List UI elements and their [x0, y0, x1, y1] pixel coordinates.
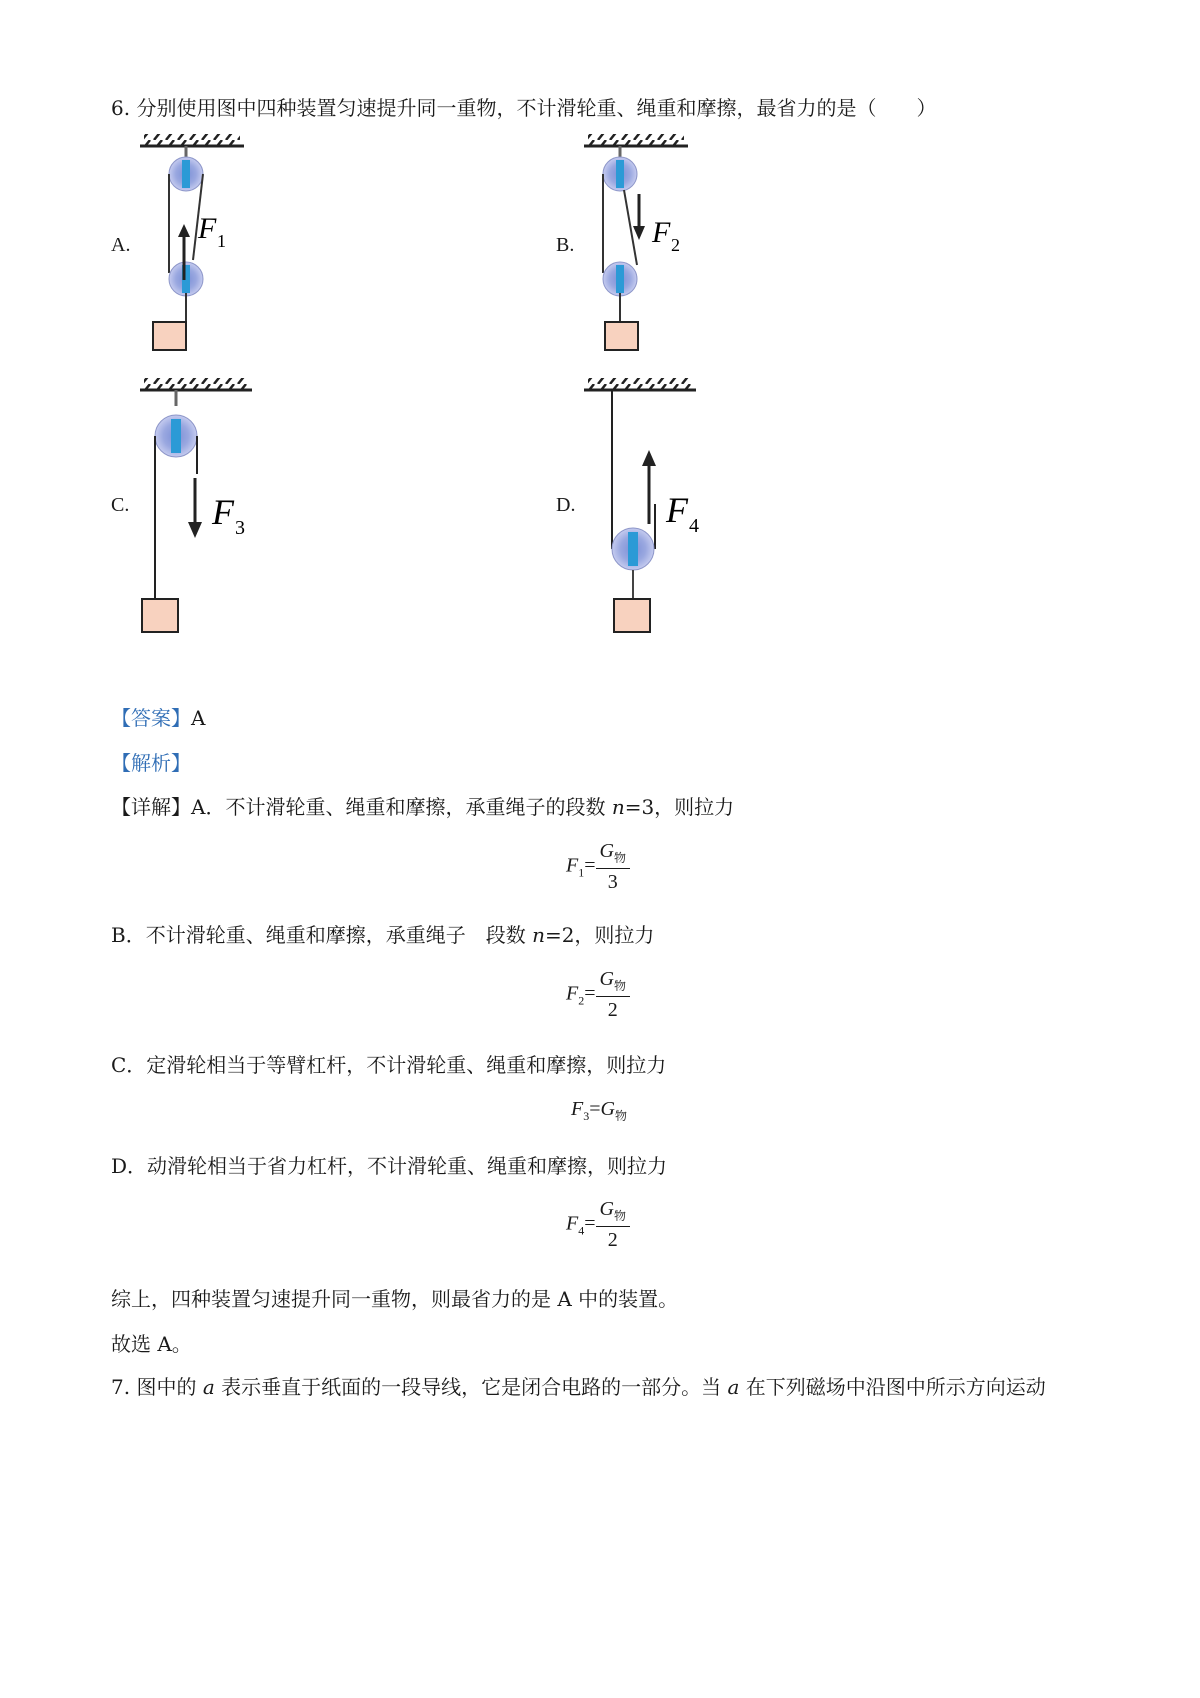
- summary-line: 综上，四种装置匀速提升同一重物，则最省力的是 A 中的装置。: [111, 1287, 679, 1311]
- ceiling-hatch: [588, 378, 692, 390]
- option-c-label: C.: [111, 494, 130, 516]
- diagram-a: [140, 130, 280, 360]
- formula-f1: $F_1=$ $\frac{G_物}{3}$: [566, 840, 630, 894]
- question-text: 分别使用图中四种装置匀速提升同一重物，不计滑轮重、绳重和摩擦，最省力的是（ ）: [136, 96, 937, 120]
- question-6: [111, 94, 936, 122]
- detail-c-line: C．定滑轮相当于等臂杠杆，不计滑轮重、绳重和摩擦，则拉力: [111, 1053, 667, 1077]
- analysis-line: [111, 749, 191, 777]
- force-arrow: [642, 450, 656, 466]
- analysis-tag: 【解析】: [111, 751, 191, 775]
- choose-line: 故选 A。: [111, 1332, 192, 1356]
- svg-text:2: 2: [671, 235, 680, 255]
- answer-line: [111, 704, 205, 732]
- question-number: 6.: [111, 96, 131, 120]
- force-label: F: [666, 490, 688, 530]
- detail-tag: 【详解】: [111, 795, 191, 819]
- weight-block: [153, 322, 186, 350]
- option-a-label: A.: [111, 234, 131, 256]
- formula-f3: $F_3=G_物$: [571, 1098, 627, 1123]
- force-arrow: [633, 226, 645, 240]
- force-arrow: [188, 522, 202, 538]
- question-7: 7. 图中的 a 表示垂直于纸面的一段导线，它是闭合电路的一部分。当 a 在下列磁场中沿图中所示方向运动: [111, 1375, 1046, 1399]
- ceiling-hatch: [588, 134, 684, 146]
- question-number: 7.: [111, 1375, 131, 1399]
- option-d-label: D.: [556, 494, 576, 516]
- option-b-label: B.: [556, 234, 575, 256]
- diagram-c: [140, 374, 280, 644]
- force-label: F: [652, 216, 671, 249]
- ceiling-hatch: [144, 134, 240, 146]
- detail-b-line: B．不计滑轮重、绳重和摩擦，承重绳子 段数 n=2，则拉力: [111, 923, 655, 947]
- answer-tag: 【答案】: [111, 706, 191, 730]
- diagram-d: [584, 374, 724, 644]
- weight-block: [142, 599, 178, 632]
- svg-text:4: 4: [689, 515, 699, 537]
- ceiling-hatch: [144, 378, 248, 390]
- detail-d-line: D．动滑轮相当于省力杠杆，不计滑轮重、绳重和摩擦，则拉力: [111, 1154, 668, 1178]
- formula-f2: $F_2=$ $\frac{G_物}{2}$: [566, 968, 630, 1022]
- weight-block: [614, 599, 650, 632]
- answer-value: A: [191, 706, 206, 730]
- formula-f4: $F_4=$ $\frac{G_物}{2}$: [566, 1198, 630, 1252]
- force-label: F: [212, 492, 234, 532]
- force-label: F: [198, 212, 217, 245]
- svg-text:1: 1: [217, 231, 226, 251]
- detail-a-line: 【详解】A．不计滑轮重、绳重和摩擦，承重绳子的段数 n=3，则拉力: [111, 795, 735, 819]
- force-arrow: [178, 224, 190, 237]
- svg-text:3: 3: [235, 517, 245, 539]
- diagram-b: [584, 130, 724, 360]
- weight-block: [605, 322, 638, 350]
